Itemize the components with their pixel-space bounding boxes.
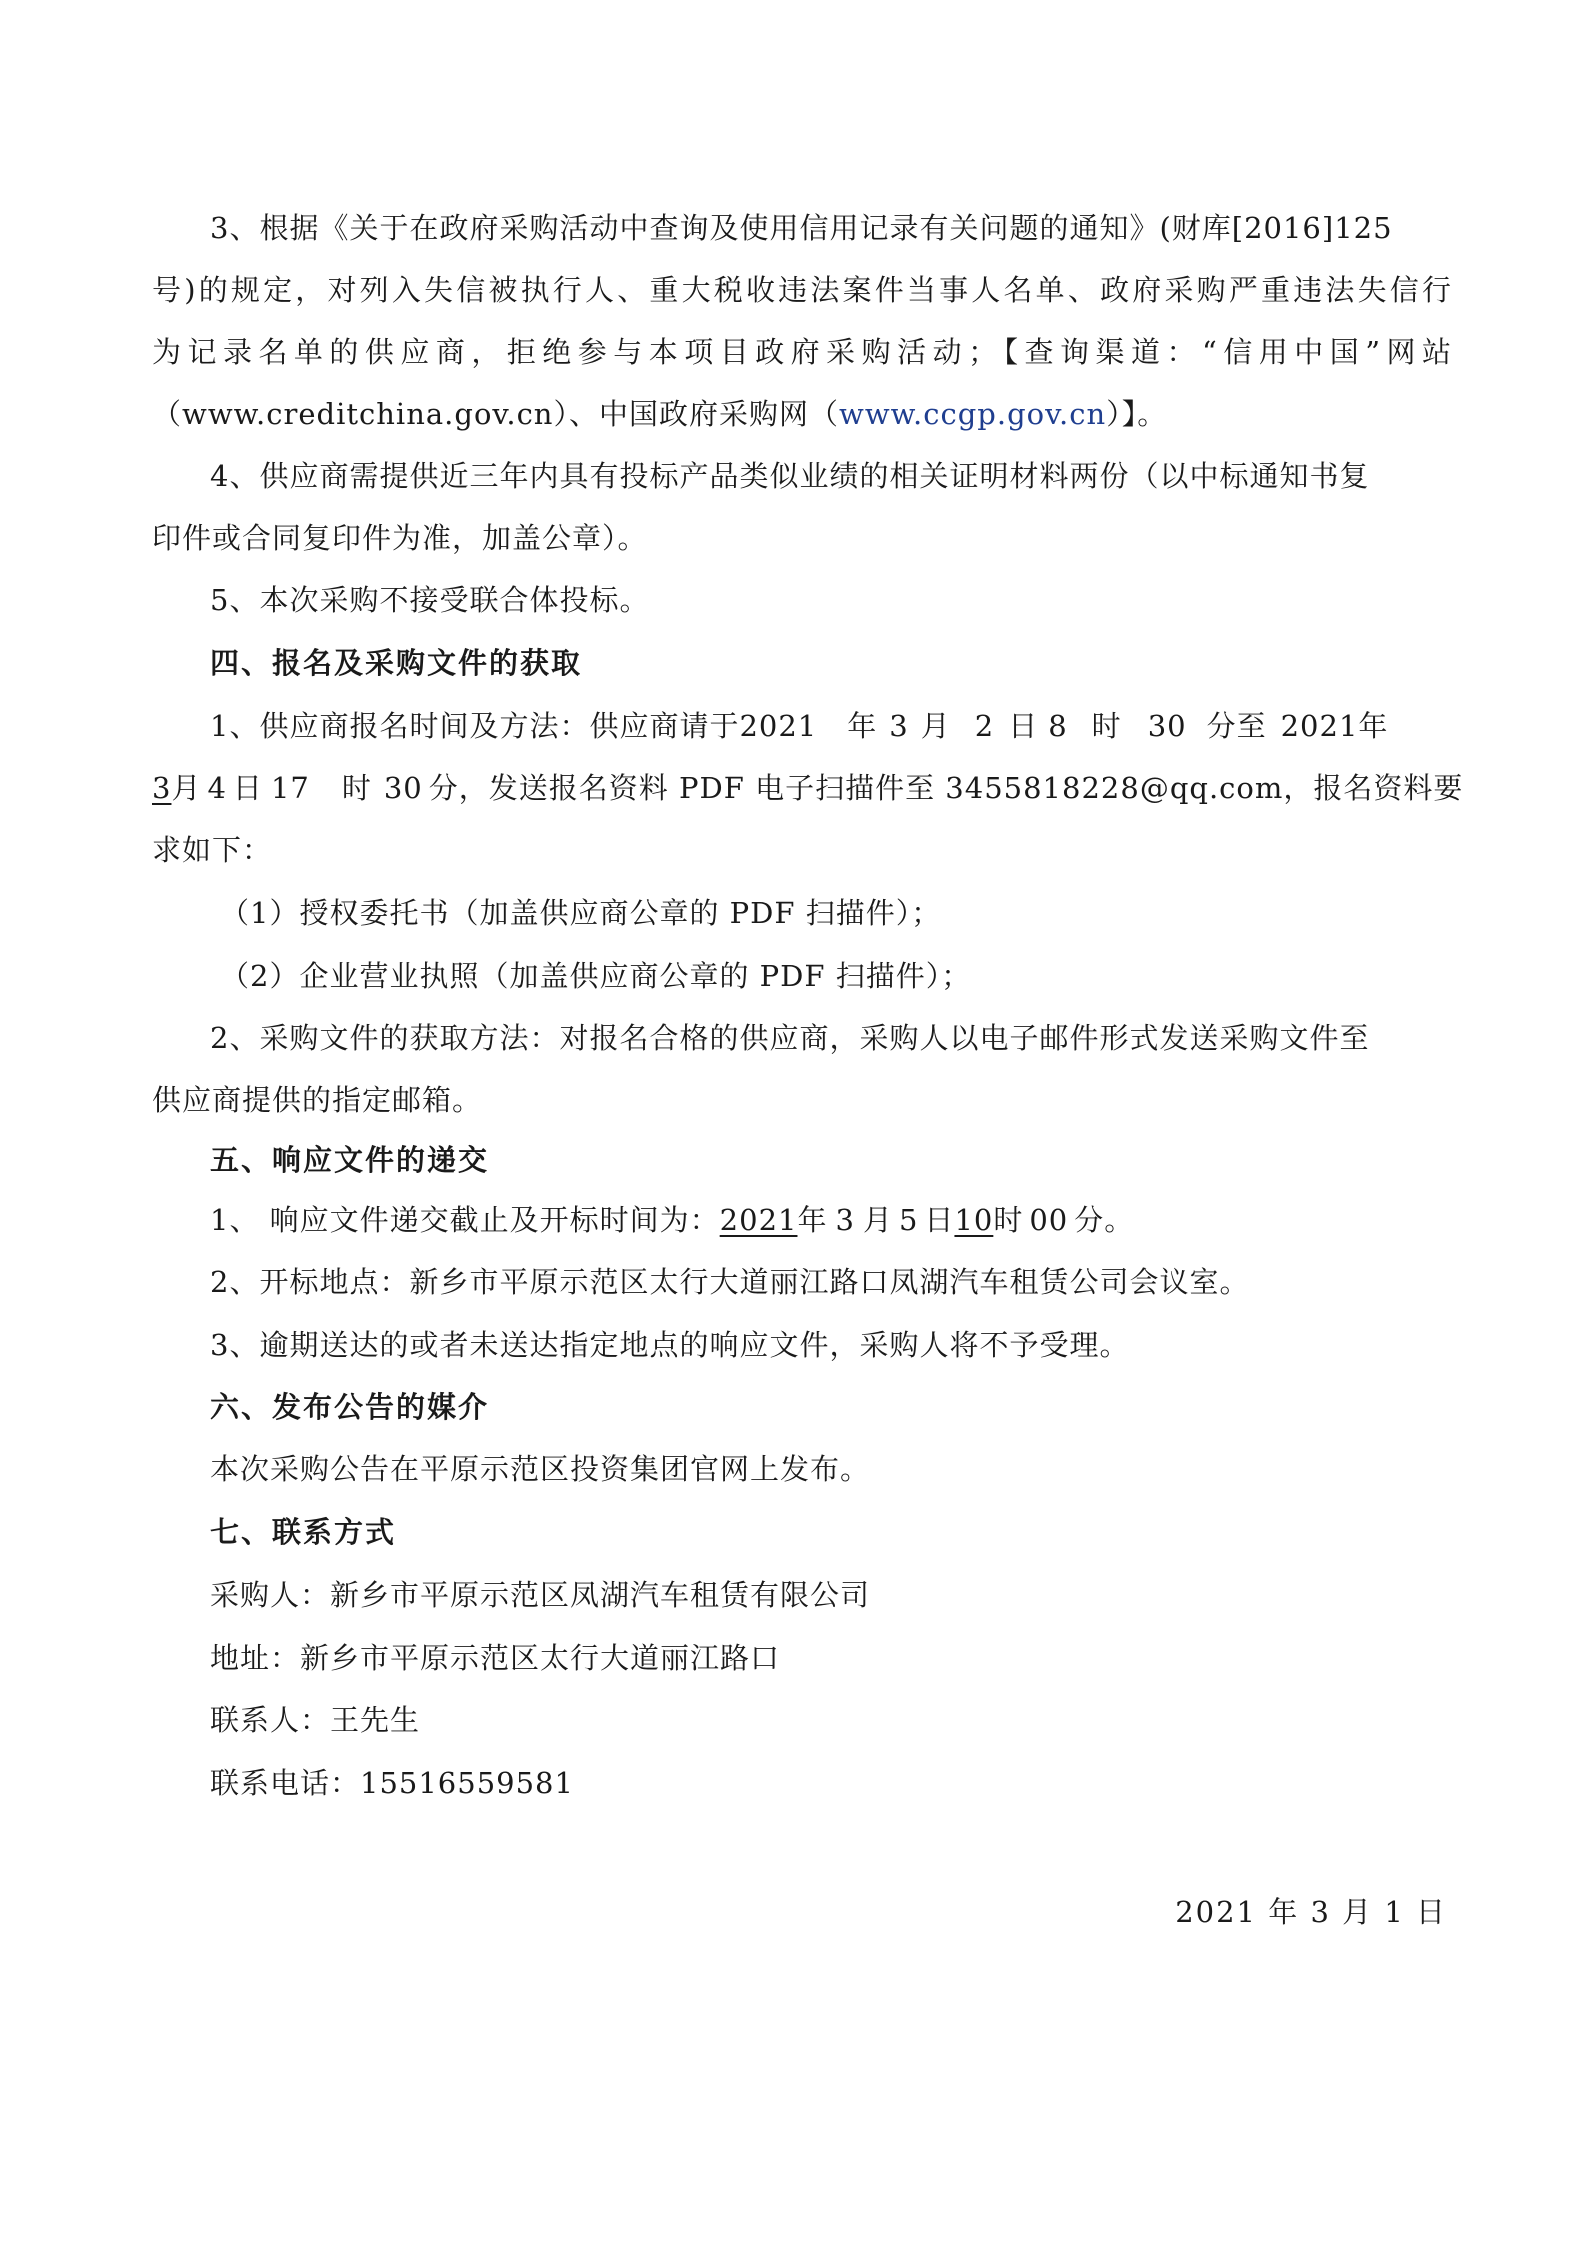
registration-time-line-2	[152, 768, 1464, 808]
label-hour-3: 时	[993, 1203, 1024, 1237]
reg-end-hour: 17	[270, 771, 310, 805]
paragraph-performance-line-2: 印件或合同复印件为准，加盖公章）。	[152, 521, 648, 555]
media-text: 本次采购公告在平原示范区投资集团官网上发布。	[210, 1452, 871, 1486]
doc-acquisition-line-2: 供应商提供的指定邮箱。	[152, 1083, 483, 1117]
reg-end-minute: 30	[383, 771, 423, 805]
contact-address: 地址：新乡市平原示范区太行大道丽江路口	[210, 1641, 781, 1675]
contact-buyer: 采购人：新乡市平原示范区凤湖汽车租赁有限公司	[210, 1578, 871, 1612]
label-day-2: 日	[232, 771, 263, 805]
label-day-3: 日	[924, 1203, 955, 1237]
reg-end-year: 2021	[1280, 709, 1359, 743]
registration-time-line-3: 求如下：	[152, 833, 273, 867]
credit-china-text: （www.creditchina.gov.cn）、中国政府采购网（	[152, 397, 839, 431]
document-date: 2021 年 3 月 1 日	[1175, 1895, 1447, 1929]
heading-media: 六、发布公告的媒介	[210, 1390, 490, 1424]
submission-prefix: 1、 响应文件递交截止及开标时间为：	[210, 1203, 720, 1237]
paragraph-performance-line-1: 4、供应商需提供近三年内具有投标产品类似业绩的相关证明材料两份（以中标通知书复	[210, 459, 1370, 493]
reg-start-minute: 30	[1147, 709, 1187, 743]
late-submission-note: 3、逾期送达的或者未送达指定地点的响应文件，采购人将不予受理。	[210, 1328, 1130, 1362]
paragraph-credit-line-2: 号)的规定，对列入失信被执行人、重大税收违法案件当事人名单、政府采购严重违法失信行	[152, 273, 1452, 307]
label-year-3: 年	[797, 1203, 828, 1237]
reg-start-hour: 8	[1048, 709, 1068, 743]
label-minute-3: 分。	[1074, 1203, 1135, 1237]
paragraph-credit-line-4	[152, 394, 1452, 434]
label-year-2: 年	[1358, 709, 1389, 743]
registration-prefix: 1、供应商报名时间及方法：供应商请于	[210, 709, 740, 743]
paragraph-no-consortium: 5、本次采购不接受联合体投标。	[210, 583, 650, 617]
label-hour-2: 时	[341, 771, 372, 805]
heading-submission: 五、响应文件的递交	[210, 1143, 490, 1177]
credit-line-end: ）】。	[1106, 397, 1168, 431]
paragraph-credit-line-1: 3、根据《关于在政府采购活动中查询及使用信用记录有关问题的通知》(财库[2016]125	[210, 211, 1393, 245]
label-month: 月	[920, 709, 951, 743]
submission-minute: 00	[1029, 1203, 1069, 1237]
registration-time-line-1	[210, 706, 1450, 746]
heading-contact: 七、联系方式	[210, 1515, 397, 1549]
reg-start-year: 2021	[739, 709, 818, 743]
heading-registration: 四、报名及采购文件的获取	[210, 646, 583, 680]
submission-hour: 10	[954, 1203, 994, 1237]
submission-month: 3	[835, 1203, 855, 1237]
contact-phone: 联系电话：15516559581	[210, 1766, 574, 1800]
reg-end-month: 3	[152, 771, 172, 805]
ccgp-link[interactable]: www.ccgp.gov.cn	[839, 397, 1107, 431]
reg-start-month: 3	[889, 709, 909, 743]
submission-day: 5	[898, 1203, 919, 1237]
label-year: 年	[847, 709, 878, 743]
label-minute-to: 分至	[1206, 709, 1267, 743]
registration-email-text: 分，发送报名资料 PDF 电子扫描件至 3455818228@qq.com，报名资料要	[428, 771, 1464, 805]
contact-person: 联系人：王先生	[210, 1703, 421, 1737]
doc-acquisition-line-1: 2、采购文件的获取方法：对报名合格的供应商，采购人以电子邮件形式发送采购文件至	[210, 1021, 1370, 1055]
reg-start-day: 2	[974, 709, 995, 743]
paragraph-credit-line-3: 为记录名单的供应商，拒绝参与本项目政府采购活动；【查询渠道：“信用中国”网站	[152, 335, 1452, 369]
label-hour: 时	[1091, 709, 1122, 743]
requirement-item-1: （1）授权委托书（加盖供应商公章的 PDF 扫描件）；	[220, 896, 942, 930]
opening-location: 2、开标地点：新乡市平原示范区太行大道丽江路口凤湖汽车租赁公司会议室。	[210, 1265, 1250, 1299]
requirement-item-2: （2）企业营业执照（加盖供应商公章的 PDF 扫描件）；	[220, 959, 972, 993]
submission-deadline-line	[210, 1200, 1450, 1240]
submission-year: 2021	[719, 1203, 798, 1237]
label-day: 日	[1008, 709, 1039, 743]
reg-end-day: 4	[207, 771, 227, 805]
label-month-3: 月	[862, 1203, 893, 1237]
label-month-2: 月	[171, 771, 202, 805]
